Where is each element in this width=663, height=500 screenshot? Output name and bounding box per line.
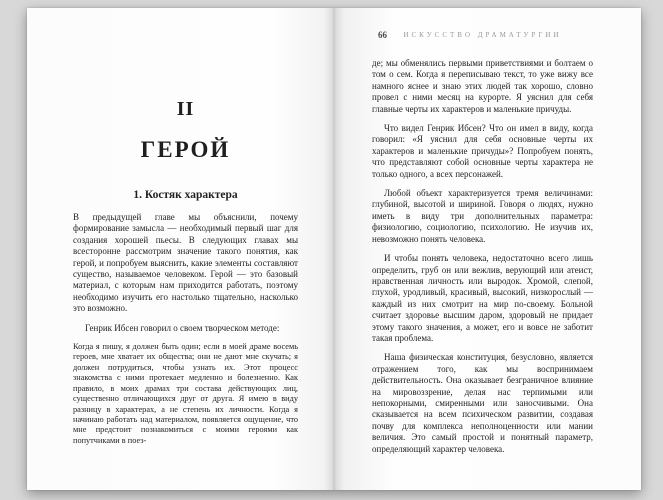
paragraph: Что видел Генрик Ибсен? Что он имел в виду, когда говорил: «Я уяснил для себя основные черты их характеров и маленькие причуды»? Попробуем понять, что представляют собой основные черты характера не только одного, а всех персонажей. <box>372 123 593 179</box>
section-heading: 1. Костяк характера <box>133 189 238 201</box>
paragraph: И чтобы понять человека, недостаточно всего лишь определить, груб он или вежлив, верующий или атеист, нравственная личность или выродок. Хромой, слепой, глухой, уродливый, красивый, высокий, низкорослый — каждый из них смотрит на мир по-своему. Больной считает здоровье высшим даром, здоровый не придает этому такого значения, а может, его и вовсе не заботит такая проблема. <box>372 253 593 343</box>
chapter-title: ГЕРОЙ <box>140 137 231 162</box>
running-head <box>372 24 593 50</box>
paragraph: Любой объект характеризуется тремя величинами: глубиной, высотой и шириной. Говоря о людях, нужно иметь в виду три дополнительных параметра: физиологию, социологию, психологию. Не изучив их, невозможно понять человека. <box>372 188 593 244</box>
paragraph-quote-continuation: де; мы обменялись первыми приветствиями и болтаем о том о сем. Когда я переписываю текст, то уже вижу все намного яснее и знаю этих людей так хорошо, словно провел с ними месяц на курорте. Я уяснил для себя главные черты их характеров и маленькие причуды. <box>372 58 593 114</box>
running-header: ИСКУССТВО ДРАМАТУРГИИ <box>403 31 562 39</box>
book-spread <box>27 8 641 490</box>
page-number: 66 <box>378 30 387 40</box>
right-page <box>334 8 641 490</box>
paragraph: Наша физическая конституция, безусловно, является отражением того, как мы воспринимаем действительность. Она оказывает безграничное влияние на мировоззрение, делая нас терпимыми или непокорными, смиренными или заносчивыми. Она сказывается на всем психическом развитии, создавая почву для комплекса неполноценности или мании величия. Это самый простой и понятный параметр, определяющий характер человека. <box>372 352 593 454</box>
left-page <box>27 8 334 490</box>
paragraph-quote-intro: Генрик Ибсен говорил о своем творческом методе: <box>85 322 280 333</box>
quote-paragraph: Когда я пишу, я должен быть один; если в моей драме восемь героев, мне хватает их общества; они не дают мне скучать; я должен потрудиться, чтобы узнать их. Этот процесс знакомства с ними протекает медленно и болезненно. Как правило, в моих драмах три состава действующих лиц, существенно отличающихся друг от друга. Я имею в виду разницу в характерах, а не степень их личности. Когда я начинаю работать над материалом, появляется ощущение, что мне предстоит познакомиться с моими героями как попутчиками в поез- <box>73 342 298 445</box>
paragraph-intro: В предыдущей главе мы объяснили, почему формирование замысла — необходимый первый шаг для создания хорошей пьесы. В следующих главах мы всесторонне рассмотрим значение такого понятия, как герой, и попробуем выяснить, какие элементы составляют существо, называемое человеком. Герой — это базовый материал, с которым нам приходится работать, поэтому необходимо изучить его настолько тщательно, насколько это возможно. <box>73 212 298 314</box>
chapter-number: II <box>176 98 195 120</box>
